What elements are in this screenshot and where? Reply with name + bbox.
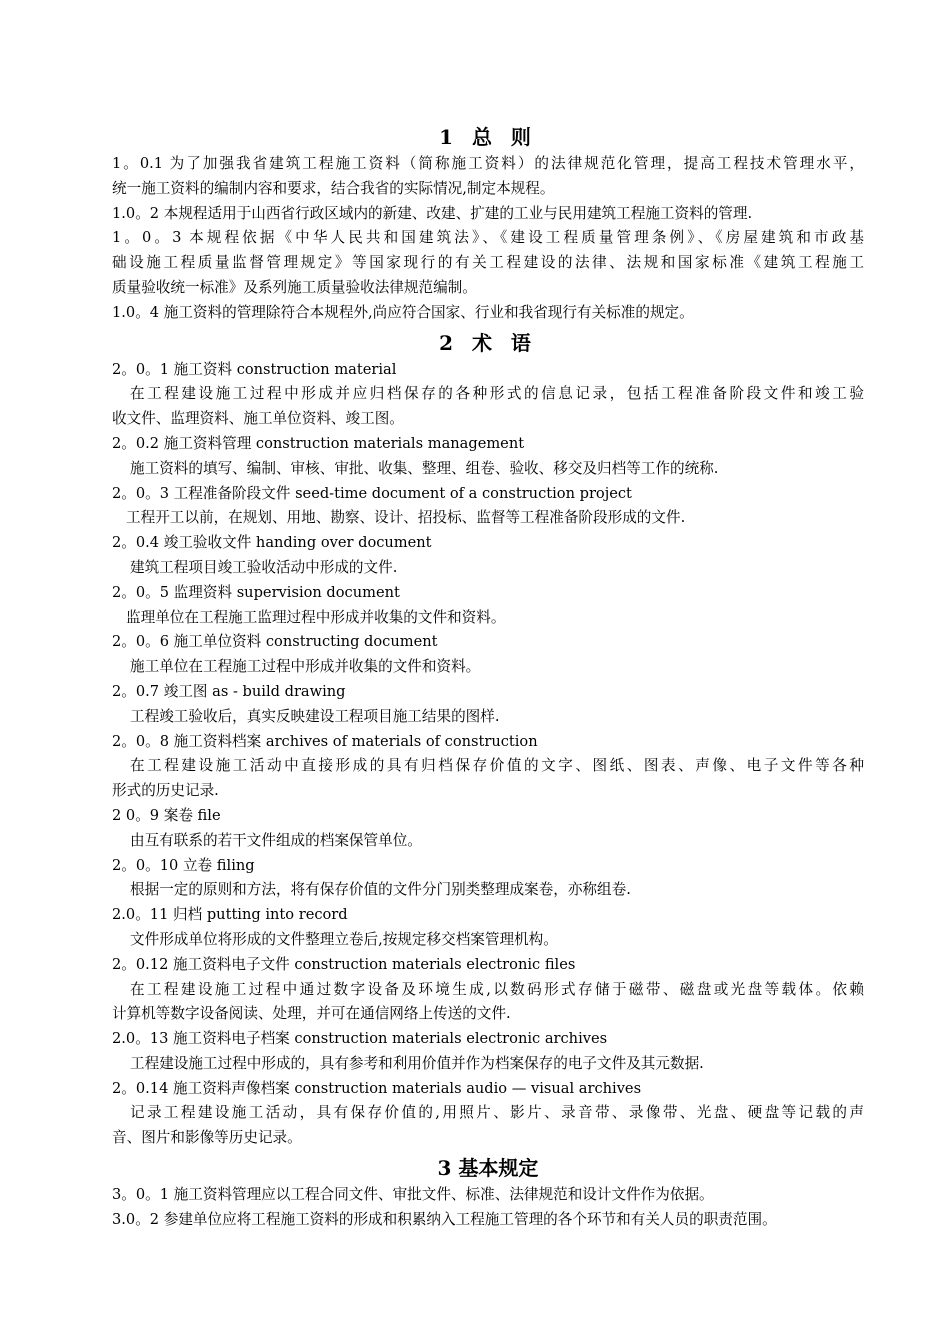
paragraph-line: 2。0。6 施工单位资料 constructing document [112,633,438,651]
section-heading: 2 术 语 [439,330,537,355]
paragraph-line: 音、图片和影像等历史记录。 [112,1129,302,1147]
paragraph-line: 2 0。9 案卷 file [112,806,221,824]
paragraph-line: 监理单位在工程施工监理过程中形成并收集的文件和资料。 [126,608,506,626]
document-page [112,120,864,1233]
paragraph-line: 2。0.2 施工资料管理 construction materials management [112,434,525,452]
paragraph-line: 2.0。13 施工资料电子档案 construction materials electronic archives [112,1030,608,1048]
paragraph-line: 质量验收统一标准》及系列施工质量验收法律规范编制。 [112,278,477,296]
paragraph-line: 2。0.12 施工资料电子文件 construction materials electronic files [112,955,576,973]
paragraph-line: 收文件、监理资料、施工单位资料、竣工图。 [112,410,404,428]
paragraph-line: 由互有联系的若干文件组成的档案保管单位。 [130,831,422,849]
paragraph-line: 在工程建设施工过程中形成并应归档保存的各种形式的信息记录，包括工程准备阶段文件和竣工验 [130,385,864,403]
paragraph-line: 1。0.1 为了加强我省建筑工程施工资料（简称施工资料）的法律规范化管理，提高工程技术管理水平， [112,155,864,172]
paragraph-line: 1.0。4 施工资料的管理除符合本规程外,尚应符合国家、行业和我省现行有关标准的规定。 [112,303,694,321]
paragraph-line: 2。0.14 施工资料声像档案 construction materials audio — visual archives [112,1079,642,1097]
paragraph-line: 1.0。2 本规程适用于山西省行政区域内的新建、改建、扩建的工业与民用建筑工程施工资料的管理. [112,204,753,222]
paragraph-line: 统一施工资料的编制内容和要求，结合我省的实际情况,制定本规程。 [112,179,555,197]
paragraph-line: 根据一定的原则和方法，将有保存价值的文件分门别类整理成案卷，亦称组卷. [130,881,631,899]
paragraph-line: 形式的历史记录. [112,782,219,800]
paragraph-line: 3。0。1 施工资料管理应以工程合同文件、审批文件、标准、法律规范和设计文件作为依据。 [112,1186,714,1204]
paragraph-line: 记录工程建设施工活动，具有保存价值的,用照片、影片、录音带、录像带、光盘、硬盘等记载的声 [130,1104,864,1122]
paragraph-line: 工程竣工验收后，真实反映建设工程项目施工结果的图样. [130,707,500,725]
paragraph-line: 计算机等数字设备阅读、处理，并可在通信网络上传送的文件. [112,1005,511,1023]
paragraph-line: 2。0。8 施工资料档案 archives of materials of construction [112,732,538,750]
paragraph-line: 3.0。2 参建单位应将工程施工资料的形成和积累纳入工程施工管理的各个环节和有关人员的职责范围。 [112,1210,777,1228]
paragraph-line: 2。0。10 立卷 filing [112,856,255,874]
paragraph-line: 础设施工程质量监督管理规定》等国家现行的有关工程建设的法律、法规和国家标准《建筑工程施工 [112,254,864,272]
section-heading: 3 基本规定 [437,1156,539,1181]
paragraph-line: 施工资料的填写、编制、审核、审批、收集、整理、组卷、验收、移交及归档等工作的统称. [130,459,719,477]
paragraph-line: 在工程建设施工过程中通过数字设备及环境生成,以数码形式存储于磁带、磁盘或光盘等载体。依赖 [130,980,864,998]
paragraph-line: 文件形成单位将形成的文件整理立卷后,按规定移交档案管理机构。 [130,930,558,948]
paragraph-line: 建筑工程项目竣工验收活动中形成的文件. [130,558,398,576]
paragraph-line: 工程开工以前，在规划、用地、勘察、设计、招投标、监督等工程准备阶段形成的文件. [126,509,686,527]
paragraph-line: 1。0。3 本规程依据《中华人民共和国建筑法》、《建设工程质量管理条例》、《房屋建筑和市政基 [112,229,864,247]
paragraph-line: 2。0。3 工程准备阶段文件 seed-time document of a construction project [112,484,632,502]
section-heading: 1 总 则 [439,125,537,149]
paragraph-line: 2。0.4 竣工验收文件 handing over document [112,534,432,552]
paragraph-line: 施工单位在工程施工过程中形成并收集的文件和资料。 [130,658,481,676]
paragraph-line: 工程建设施工过程中形成的，具有参考和利用价值并作为档案保存的电子文件及其元数据. [130,1054,704,1072]
paragraph-line: 2。0.7 竣工图 as - build drawing [112,682,346,700]
paragraph-line: 2.0。11 归档 putting into record [112,906,348,924]
paragraph-line: 2。0。5 监理资料 supervision document [112,583,400,601]
paragraph-line: 在工程建设施工活动中直接形成的具有归档保存价值的文字、图纸、图表、声像、电子文件等各种 [130,757,864,775]
paragraph-line: 2。0。1 施工资料 construction material [112,360,397,378]
